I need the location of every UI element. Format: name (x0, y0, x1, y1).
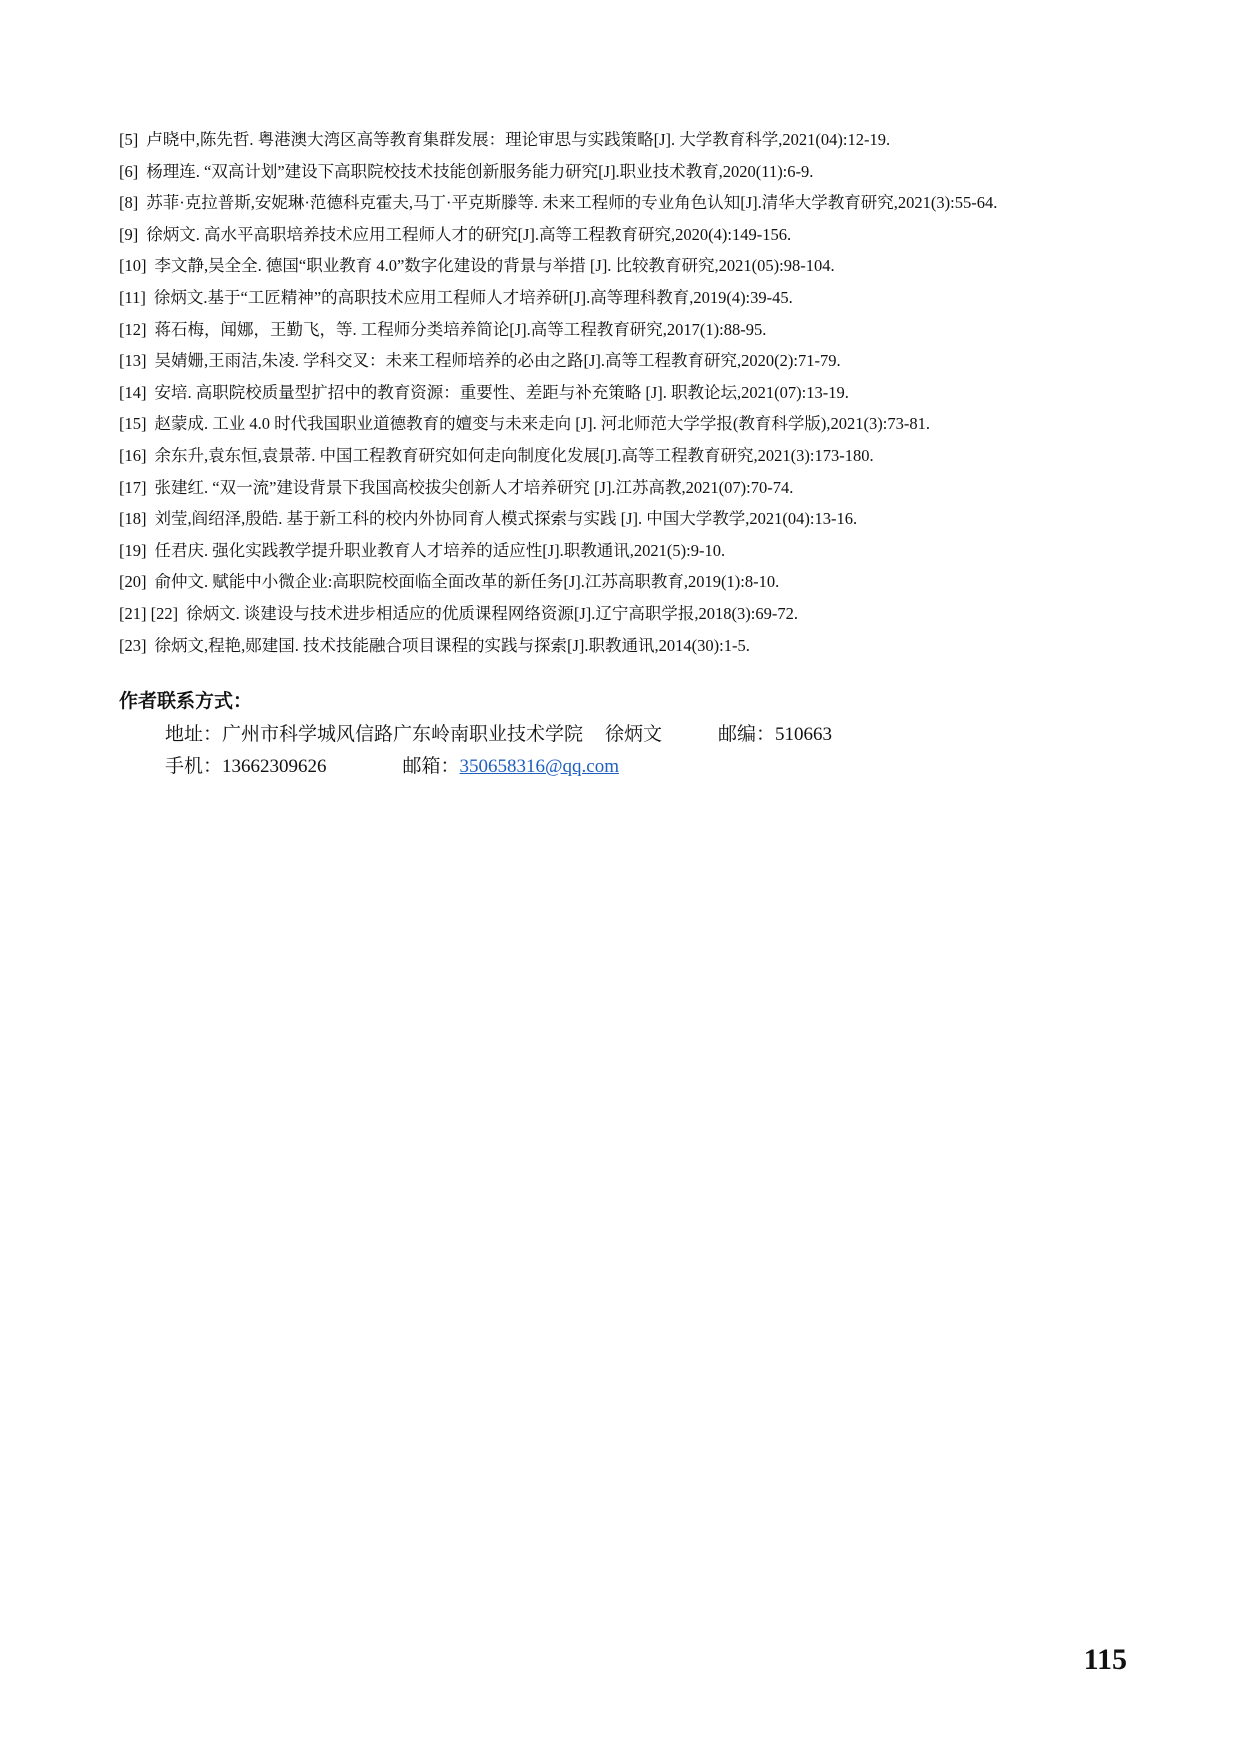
reference-number: [23] (119, 635, 147, 655)
reference-number: [15] (119, 414, 147, 434)
reference-text: 赵蒙成. 工业 4.0 时代我国职业道德教育的嬗变与未来走向 [J]. 河北师范大学学报(教育科学版),2021(3):73-81. (154, 414, 930, 434)
reference-item (119, 377, 1139, 409)
contact-person: 徐炳文 (605, 724, 663, 745)
reference-number: [11] (119, 287, 146, 307)
contact-phone: 手机：13662309626 (165, 756, 327, 777)
reference-text: 刘莹,阎绍泽,殷皓. 基于新工科的校内外协同育人模式探索与实践 [J]. 中国大学教学,2021(04):13-16. (154, 509, 858, 529)
reference-number: [17] (119, 477, 147, 497)
reference-text: 杨理连. “双高计划”建设下高职院校技术技能创新服务能力研究[J].职业技术教育,2020(11):6-9. (146, 161, 814, 181)
contact-email-link[interactable]: 350658316@qq.com (459, 756, 619, 777)
reference-item (119, 124, 1139, 156)
reference-text: 俞仲文. 赋能中小微企业:高职院校面临全面改革的新任务[J].江苏高职教育,2019(1):8-10. (154, 572, 780, 592)
reference-item (119, 598, 1139, 630)
reference-text: 卢晓中,陈先哲. 粤港澳大湾区高等教育集群发展：理论审思与实践策略[J]. 大学教育科学,2021(04):12-19. (146, 130, 891, 149)
reference-text: 任君庆. 强化实践教学提升职业教育人才培养的适应性[J].职教通讯,2021(5):9-10. (154, 540, 726, 560)
contact-zip: 邮编：510663 (718, 724, 833, 745)
reference-text: 李文静,吴全全. 德国“职业教育 4.0”数字化建设的背景与举措 [J]. 比较教育研究,2021(05):98-104. (154, 256, 835, 276)
reference-text: 徐炳文. 谈建设与技术进步相适应的优质课程网络资源[J].辽宁高职学报,2018(3):69-72. (186, 603, 798, 623)
reference-text: 徐炳文,程艳,郧建国. 技术技能融合项目课程的实践与探索[J].职教通讯,2014(30):1-5. (154, 635, 750, 655)
page-number: 115 (1083, 1643, 1127, 1676)
reference-number: [14] (119, 382, 147, 402)
reference-number: [19] (119, 540, 147, 560)
reference-text: 余东升,袁东恒,袁景蒂. 中国工程教育研究如何走向制度化发展[J].高等工程教育研究,2021(3):173-180. (154, 445, 874, 465)
reference-text: 苏菲·克拉普斯,安妮琳·范德科克霍夫,马丁·平克斯滕等. 未来工程师的专业角色认知[J].清华大学教育研究,2021(3):55-64. (146, 193, 998, 213)
contact-phone-email-line (165, 754, 619, 780)
reference-number: [18] (119, 509, 147, 529)
reference-number: [20] (119, 572, 147, 592)
reference-text: 吴婧姗,王雨洁,朱凌. 学科交叉：未来工程师培养的必由之路[J].高等工程教育研究,2020(2):71-79. (154, 351, 841, 371)
reference-item (119, 535, 1139, 567)
reference-item (119, 440, 1139, 472)
reference-item (119, 187, 1139, 219)
reference-number: [10] (119, 256, 147, 276)
reference-item (119, 408, 1139, 440)
contact-address: 地址：广州市科学城风信路广东岭南职业技术学院 (165, 724, 584, 745)
reference-number: [6] (119, 161, 139, 181)
contact-address-line (165, 722, 832, 748)
reference-item (119, 345, 1139, 377)
reference-text: 安培. 高职院校质量型扩招中的教育资源：重要性、差距与补充策略 [J]. 职教论坛,2021(07):13-19. (154, 382, 849, 402)
reference-text: 蒋石梅，闻娜，王勤飞，等. 工程师分类培养简论[J].高等工程教育研究,2017(1):88-95. (154, 319, 767, 339)
reference-item (119, 472, 1139, 504)
reference-item (119, 219, 1139, 251)
reference-number: [8] (119, 193, 139, 213)
reference-item (119, 566, 1139, 598)
reference-number: [9] (119, 224, 139, 244)
reference-item (119, 503, 1139, 535)
reference-item (119, 630, 1139, 662)
contact-heading: 作者联系方式： (119, 690, 253, 712)
reference-number: [5] (119, 130, 139, 149)
reference-item (119, 250, 1139, 282)
reference-number: [21] [22] (119, 603, 179, 623)
reference-number: [13] (119, 351, 147, 371)
reference-item (119, 156, 1139, 188)
reference-item (119, 282, 1139, 314)
contact-email-label: 邮箱： (402, 756, 460, 777)
reference-text: 徐炳文. 高水平高职培养技术应用工程师人才的研究[J].高等工程教育研究,2020(4):149-156. (146, 224, 792, 244)
reference-text: 徐炳文.基于“工匠精神”的高职技术应用工程师人才培养研[J].高等理科教育,2019(4):39-45. (153, 287, 793, 307)
reference-text: 张建红. “双一流”建设背景下我国高校拔尖创新人才培养研究 [J].江苏高教,2021(07):70-74. (154, 477, 794, 497)
reference-number: [16] (119, 445, 147, 465)
reference-list (119, 124, 1139, 661)
reference-item (119, 314, 1139, 346)
reference-number: [12] (119, 319, 147, 339)
